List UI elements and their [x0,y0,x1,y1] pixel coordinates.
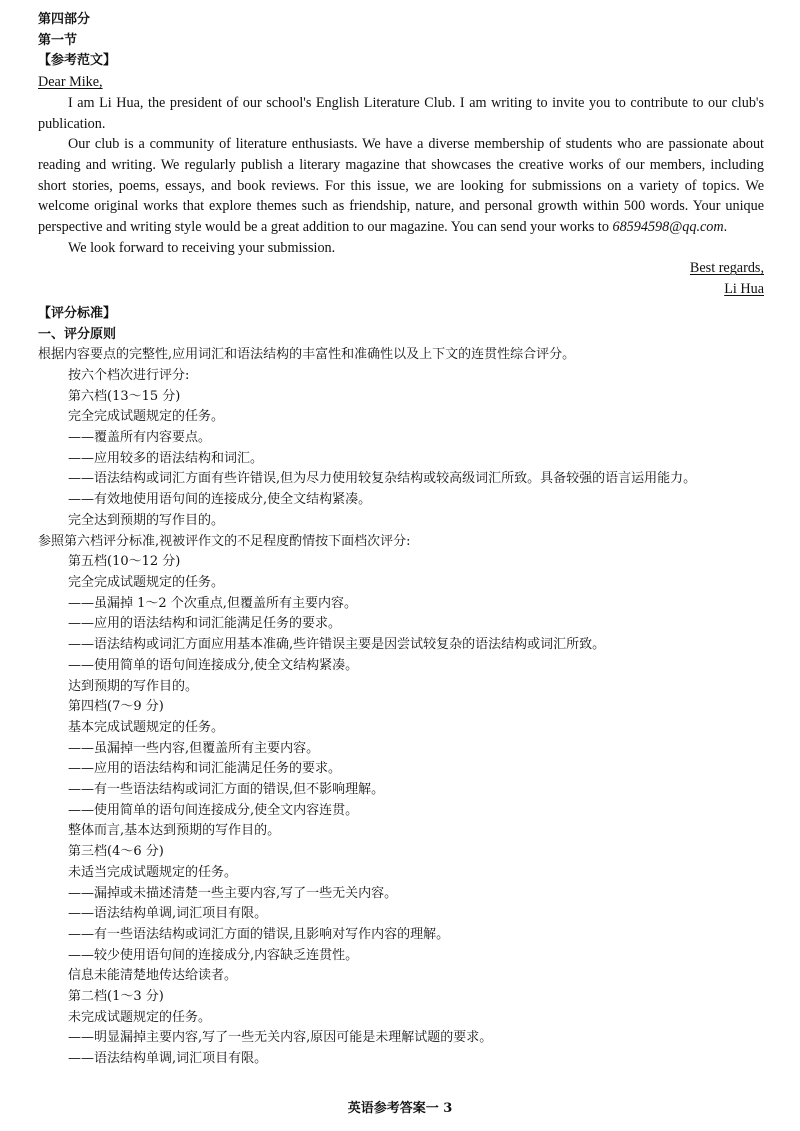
grade4-title: 第四档(7～9 分) [68,699,164,715]
grade4-goal: 整体而言,基本达到预期的写作目的。 [68,823,281,839]
closing-text: Best regards, [689,260,764,277]
grade3-item: ——漏掉或未描述清楚一些主要内容,写了一些无关内容。 [68,885,398,901]
grade2-item: ——明显漏掉主要内容,写了一些无关内容,原因可能是未理解试题的要求。 [68,1030,493,1046]
reference-note: 参照第六档评分标准,视被评作文的不足程度酌情按下面档次评分: [38,533,411,549]
grade4-summary: 基本完成试题规定的任务。 [68,719,225,735]
grade4-item: ——虽漏掉一些内容,但覆盖所有主要内容。 [68,740,320,756]
grade3-summary: 未适当完成试题规定的任务。 [68,864,238,880]
grade6-item: ——覆盖所有内容要点。 [68,430,212,446]
part-heading: 第四部分 [38,12,91,27]
grade3-item: ——语法结构单调,词汇项目有限。 [68,906,268,922]
page-footer: 英语参考答案一 3 [347,1101,453,1116]
grade5-title: 第五档(10～12 分) [68,554,181,570]
paragraph-2-end: . [723,219,728,236]
greeting-text: Dear Mike, [38,74,103,91]
section-heading: 第一节 [38,32,78,48]
grade5-item: ——虽漏掉 1～2 个次重点,但覆盖所有主要内容。 [68,595,357,611]
grade6-goal: 完全达到预期的写作目的。 [68,512,225,528]
document-page [38,10,764,1070]
grade5-item: ——应用的语法结构和词汇能满足任务的要求。 [68,616,342,632]
principles-heading: 一、评分原则 [38,326,117,342]
grade5-summary: 完全完成试题规定的任务。 [68,574,225,590]
grade2-item: ——语法结构单调,词汇项目有限。 [68,1051,268,1067]
letter-signature [38,279,764,300]
grade5-goal: 达到预期的写作目的。 [68,678,199,694]
grade2-title: 第二档(1～3 分) [68,989,164,1005]
grade3-goal: 信息未能清楚地传达给读者。 [68,968,238,984]
grade3-item: ——较少使用语句间的连接成分,内容缺乏连贯性。 [68,947,359,963]
grade2-summary: 未完成试题规定的任务。 [68,1009,212,1025]
grade4-item: ——使用简单的语句间连接成分,使全文内容连贯。 [68,802,359,818]
letter-paragraph-2 [38,134,764,238]
grade5-item: ——使用简单的语句间连接成分,使全文结构紧凑。 [68,657,359,673]
letter-closing [38,258,764,279]
letter-paragraph-3: We look forward to receiving your submission. [68,239,336,256]
paragraph-2-text: Our club is a community of literature enthusiasts. We have a diverse membership of students who are passionate about reading and writing. We regularly publish a literary magazine that showcases the creative works of our members, including short stories, poems, essays, and book reviews. For this issue, we are looking for submissions on a variety of topics. We welcome original works that explore themes such as friendship, nature, and personal growth within 500 words. Your unique perspective and writing style would be a great addition to our magazine. You can send your works to [38,136,764,236]
grade4-item: ——有一些语法结构或词汇方面的错误,但不影响理解。 [68,782,385,798]
grade3-item: ——有一些语法结构或词汇方面的错误,且影响对写作内容的理解。 [68,926,450,942]
six-levels-note: 按六个档次进行评分: [68,367,190,383]
email-address: 68594598@qq.com [612,219,724,236]
letter-paragraph-1: I am Li Hua, the president of our school's English Literature Club. I am writing to invite you to contribute to our club's publication. [38,94,764,132]
grade4-item: ——应用的语法结构和词汇能满足任务的要求。 [68,761,342,777]
grade6-item: ——有效地使用语句间的连接成分,使全文结构紧凑。 [68,492,372,508]
criteria-heading: 【评分标准】 [38,305,117,321]
grade3-title: 第三档(4～6 分) [68,844,164,860]
sample-essay-heading: 【参考范文】 [38,53,117,69]
grade6-item: ——应用较多的语法结构和词汇。 [68,450,264,466]
signature-text: Li Hua [724,281,764,298]
principle-text: 根据内容要点的完整性,应用词汇和语法结构的丰富性和准确性以及上下文的连贯性综合评分。 [38,347,576,363]
grade6-item: ——语法结构或词汇方面有些许错误,但为尽力使用较复杂结构或较高级词汇所致。具备较强的语言运用能力。 [68,471,697,487]
grade5-item: ——语法结构或词汇方面应用基本准确,些许错误主要是因尝试较复杂的语法结构或词汇所致。 [68,637,606,653]
letter-greeting [38,72,764,93]
grade6-summary: 完全完成试题规定的任务。 [68,409,225,425]
grade6-title: 第六档(13～15 分) [68,388,181,404]
